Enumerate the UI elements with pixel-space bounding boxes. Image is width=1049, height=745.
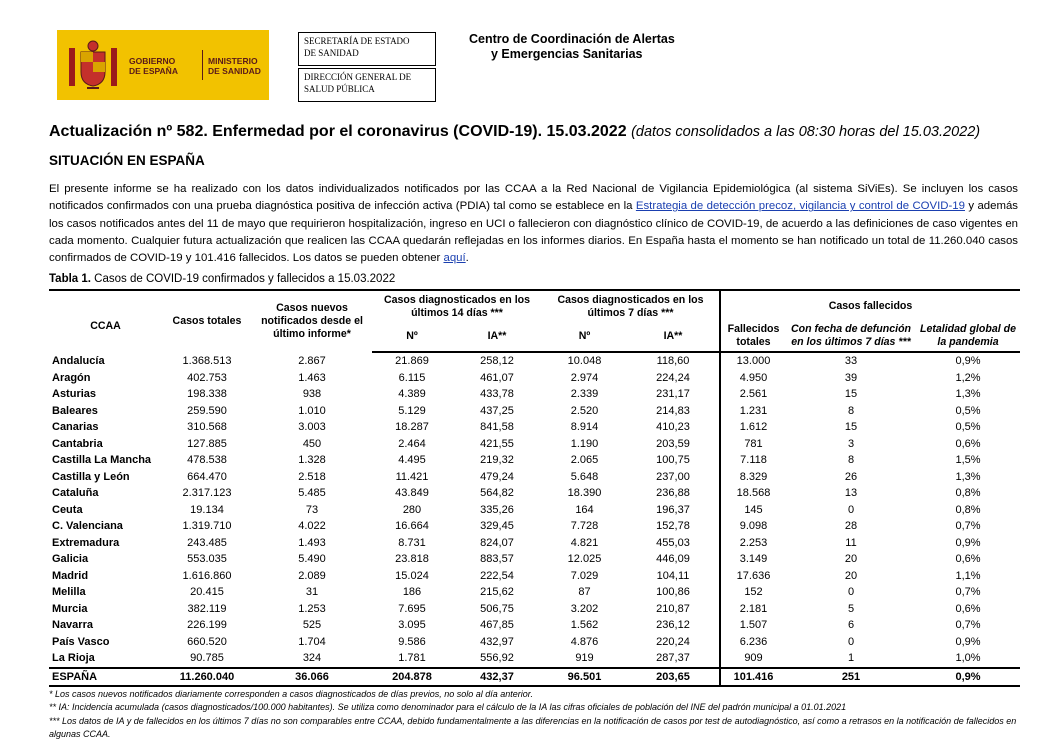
table-row — [49, 551, 1020, 568]
table-cell: 20 — [844, 569, 858, 582]
table-row — [49, 469, 1020, 486]
table-cell: 127.885 — [187, 437, 227, 450]
table-cell: 1.493 — [298, 536, 326, 549]
table-cell: 100,86 — [656, 586, 690, 599]
header-7-dias: Casos diagnosticados en los últimos 7 días *** — [557, 294, 704, 319]
table-cell: 118,60 — [656, 355, 690, 368]
footnotes — [49, 688, 1024, 741]
table-cell: 0,5% — [955, 421, 981, 434]
table-cell: 259.590 — [187, 404, 227, 417]
document-header — [0, 0, 1049, 110]
title-note: (datos consolidados a las 08:30 horas del 15.03.2022) — [631, 124, 981, 140]
table-cell: 421,55 — [480, 437, 514, 450]
table-caption — [49, 273, 395, 285]
table-cell: 1.562 — [570, 619, 599, 632]
ccaa-cell: Asturias — [52, 388, 97, 401]
table-cell: 478.538 — [187, 454, 227, 467]
table-cell: 21.869 — [395, 355, 429, 368]
table-cell: 145 — [720, 502, 786, 519]
table-row — [49, 485, 1020, 502]
footnote-1: * Los casos nuevos notificados diariamente corresponden a casos diagnosticados de días previos, no solo al día anterior. — [49, 689, 533, 699]
table-cell: 7.695 — [398, 602, 426, 615]
table-cell: 13 — [844, 487, 858, 500]
table-cell: 5.129 — [398, 404, 426, 417]
section-heading: SITUACIÓN EN ESPAÑA — [49, 153, 205, 168]
table-cell: 15 — [844, 388, 858, 401]
intro-text-3: . — [465, 252, 469, 265]
table-cell: 13.000 — [720, 352, 786, 370]
table-cell: 18.287 — [395, 421, 429, 434]
table-cell: 9.098 — [720, 518, 786, 535]
header-ia-7: IA** — [627, 321, 720, 352]
header-fallecidos-7-dias: Con fecha de defunción en los últimos 7 días *** — [786, 321, 916, 352]
table-cell: 186 — [402, 586, 422, 599]
title-main: Actualización nº 582. Enfermedad por el coronavirus (COVID-19). 15.03.2022 — [49, 123, 627, 140]
table-cell: 15.024 — [395, 569, 429, 582]
ccaa-cell: Cataluña — [52, 487, 99, 500]
header-letalidad: Letalidad global de la pandemia — [916, 321, 1020, 352]
table-cell: 660.520 — [187, 635, 227, 648]
table-cell: 10.048 — [567, 355, 602, 368]
table-cell: 287,37 — [656, 652, 690, 665]
table-cell: 382.119 — [187, 602, 227, 615]
ccaa-cell: Cantabria — [52, 437, 103, 450]
table-cell: 39 — [844, 371, 858, 384]
header-n-14: Nº — [372, 321, 452, 352]
table-cell: 23.818 — [395, 553, 429, 566]
org-name — [469, 32, 675, 62]
table-cell: 236,88 — [656, 487, 690, 500]
table-cell: 8 — [847, 454, 855, 467]
table-cell: 15 — [844, 421, 858, 434]
table-cell: 4.022 — [298, 520, 326, 533]
table-cell: 0 — [847, 503, 855, 516]
table-cell: 222,54 — [480, 569, 514, 582]
table-cell: 164 — [575, 503, 594, 516]
table-cell: 0,9% — [955, 536, 981, 549]
table-cell: 479,24 — [480, 470, 514, 483]
total-row — [49, 668, 1020, 687]
table-cell: 5.485 — [298, 487, 326, 500]
table-cell: 2.089 — [298, 569, 326, 582]
table-cell: 4.950 — [720, 370, 786, 387]
table-cell: 2.561 — [720, 386, 786, 403]
table-cell: 335,26 — [480, 503, 514, 516]
ccaa-cell: Navarra — [52, 619, 93, 632]
table-cell: 204.878 — [372, 668, 452, 687]
table-row — [49, 352, 1020, 370]
table-cell: 5 — [847, 602, 855, 615]
table-row — [49, 650, 1020, 668]
table-cell: 226.199 — [187, 619, 227, 632]
table-cell: 0,7% — [955, 586, 981, 599]
table-cell: 236,12 — [656, 619, 690, 632]
ccaa-cell: Aragón — [52, 371, 91, 384]
government-logo — [57, 30, 269, 100]
table-cell: 104,11 — [656, 569, 690, 582]
table-cell: 8 — [847, 404, 855, 417]
table-row — [49, 568, 1020, 585]
table-cell: 0,6% — [955, 602, 981, 615]
table-cell: 31 — [305, 586, 319, 599]
table-cell: 0,6% — [955, 553, 981, 566]
table-cell: 100,75 — [656, 454, 690, 467]
table-cell: 553.035 — [187, 553, 227, 566]
table-cell: 4.389 — [398, 388, 426, 401]
table-cell: 224,24 — [656, 371, 690, 384]
data-link[interactable]: aquí — [443, 252, 466, 265]
logo-text-ministerio: MINISTERIO DE SANIDAD — [208, 56, 261, 76]
table-cell: 1.616.860 — [182, 569, 232, 582]
table-cell: 8.329 — [720, 469, 786, 486]
table-caption-label: Tabla 1. — [49, 273, 91, 285]
table-row — [49, 535, 1020, 552]
table-cell: 6 — [847, 619, 855, 632]
table-cell: 4.495 — [398, 454, 426, 467]
ccaa-cell: Baleares — [52, 404, 98, 417]
ccaa-cell: Galicia — [52, 553, 89, 566]
table-cell: 883,57 — [480, 553, 514, 566]
table-cell: 310.568 — [187, 421, 227, 434]
table-cell: 3.202 — [570, 602, 599, 615]
table-cell: 1,0% — [955, 652, 981, 665]
table-cell: 26 — [844, 470, 858, 483]
table-cell: 1.253 — [298, 602, 326, 615]
table-cell: 824,07 — [480, 536, 514, 549]
table-cell: 1.328 — [298, 454, 326, 467]
table-cell: 1,2% — [955, 371, 981, 384]
report-title — [49, 123, 980, 141]
table-cell: 2.253 — [720, 535, 786, 552]
secretaria-box: SECRETARÍA DE ESTADO DE SANIDAD — [298, 32, 436, 66]
ccaa-cell: Castilla La Mancha — [52, 454, 152, 467]
table-cell: 96.501 — [542, 668, 627, 687]
table-cell: 1.612 — [720, 419, 786, 436]
table-cell: 556,92 — [480, 652, 514, 665]
table-cell: 6.115 — [398, 371, 426, 384]
table-cell: 0,9% — [916, 668, 1020, 687]
header-n-7: Nº — [542, 321, 627, 352]
table-cell: 36.066 — [252, 668, 372, 687]
table-cell: 18.568 — [720, 485, 786, 502]
table-cell: 2.065 — [570, 454, 599, 467]
table-cell: 1.463 — [298, 371, 326, 384]
org-line-2: y Emergencias Sanitarias — [491, 47, 643, 61]
table-cell: 219,32 — [480, 454, 514, 467]
table-cell: 8.731 — [398, 536, 426, 549]
table-cell: 2.339 — [570, 388, 599, 401]
table-cell: 564,82 — [480, 487, 514, 500]
table-row — [49, 601, 1020, 618]
table-cell: 87 — [578, 586, 591, 599]
table-cell: 432,97 — [480, 635, 514, 648]
table-cell: 1,1% — [955, 569, 981, 582]
table-cell: 919 — [575, 652, 594, 665]
ccaa-cell: Canarias — [52, 421, 99, 434]
table-cell: 33 — [844, 355, 858, 368]
table-cell: 0,5% — [955, 404, 981, 417]
table-cell: 0,6% — [955, 437, 981, 450]
table-cell: 402.753 — [187, 371, 227, 384]
table-cell: 0,9% — [955, 355, 981, 368]
table-cell: 0,7% — [955, 619, 981, 632]
table-row — [49, 452, 1020, 469]
table-cell: 0,7% — [955, 520, 981, 533]
table-cell: 1,3% — [955, 388, 981, 401]
table-cell: 152,78 — [656, 520, 690, 533]
table-cell: 90.785 — [190, 652, 224, 665]
table-cell: 43.849 — [395, 487, 429, 500]
table-cell: 231,17 — [656, 388, 690, 401]
header-14-dias: Casos diagnosticados en los últimos 14 días *** — [384, 294, 530, 319]
table-row — [49, 370, 1020, 387]
table-cell: 4.821 — [570, 536, 599, 549]
footnote-2: ** IA: Incidencia acumulada (casos diagnosticados/100.000 habitantes). Se utiliza como denominador para el cálculo de la IA las cifras oficiales de población del INE del padrón municipal a 01.01.2021 — [49, 702, 847, 713]
table-cell: 203,65 — [627, 668, 720, 687]
direccion-box: DIRECCIÓN GENERAL DE SALUD PÚBLICA — [298, 68, 436, 102]
header-fallecidos-totales: Fallecidos totales — [720, 321, 786, 352]
header-fallecidos: Casos fallecidos — [720, 290, 1020, 321]
logo-divider — [202, 50, 203, 80]
table-cell: 243.485 — [187, 536, 227, 549]
table-cell: 455,03 — [656, 536, 690, 549]
ccaa-cell: Murcia — [52, 602, 88, 615]
table-cell: 781 — [720, 436, 786, 453]
table-cell: 3.149 — [720, 551, 786, 568]
ccaa-cell: Melilla — [52, 586, 86, 599]
table-row — [49, 584, 1020, 601]
table-cell: 1.507 — [720, 617, 786, 634]
intro-text-1: El presente informe se ha realizado con los datos individualizados notificados por las CCAA a la Red Nacional de Vigilancia Epidemiológica (al sistema SiViEs). Se incluyen los casos notificados confirmados con una prueba diagnóstica positiva de infección activa (PDIA) tal como se establece en la — [49, 183, 1018, 213]
table-cell: 6.236 — [720, 634, 786, 651]
table-cell: 214,83 — [656, 404, 690, 417]
table-row — [49, 617, 1020, 634]
table-cell: 2.867 — [298, 354, 326, 367]
table-cell: 841,58 — [480, 421, 514, 434]
table-cell: 20 — [844, 553, 858, 566]
table-cell: 7.728 — [570, 520, 599, 533]
table-cell: 525 — [302, 619, 322, 632]
table-cell: 2.317.123 — [182, 487, 232, 500]
table-row — [49, 403, 1020, 420]
header-nuevos: Casos nuevos notificados desde el último informe* — [261, 302, 363, 340]
table-cell: 0 — [847, 586, 855, 599]
table-cell: 11.260.040 — [162, 668, 252, 687]
table-cell: 2.464 — [398, 437, 426, 450]
table-cell: 12.025 — [567, 553, 602, 566]
ccaa-cell: ESPAÑA — [49, 668, 162, 687]
table-cell: 0,9% — [955, 635, 981, 648]
table-cell: 1.781 — [398, 652, 426, 665]
table-cell: 215,62 — [480, 586, 514, 599]
table-cell: 2.520 — [570, 404, 599, 417]
table-cell: 324 — [302, 652, 322, 665]
logo-text-gobierno: GOBIERNO DE ESPAÑA — [129, 56, 178, 76]
ccaa-cell: Madrid — [52, 569, 89, 582]
table-cell: 258,12 — [480, 355, 514, 368]
table-cell: 7.118 — [720, 452, 786, 469]
table-cell: 19.134 — [190, 503, 224, 516]
table-cell: 1,5% — [955, 454, 981, 467]
table-cell: 16.664 — [395, 520, 429, 533]
ccaa-cell: La Rioja — [52, 652, 95, 665]
table-cell: 1.704 — [298, 635, 326, 648]
table-cell: 4.876 — [570, 635, 599, 648]
ccaa-cell: Ceuta — [52, 503, 83, 516]
footnote-3: *** Los datos de IA y de fallecidos en los últimos 7 días no son comparables entre CCAA, debido fundamentalmente a las diferencias en la notificación de casos por test de autodiagnóstico, así como a retrasos en la notificación de fallecidos en algunas CCAA. — [49, 715, 1017, 739]
table-cell: 220,24 — [656, 635, 690, 648]
table-cell: 2.181 — [720, 601, 786, 618]
table-cell: 938 — [302, 388, 322, 401]
table-cell: 17.636 — [720, 568, 786, 585]
table-cell: 433,78 — [480, 388, 514, 401]
table-cell: 410,23 — [656, 421, 690, 434]
table-cell: 5.648 — [570, 470, 599, 483]
table-caption-text: Casos de COVID-19 confirmados y fallecidos a 15.03.2022 — [90, 273, 396, 285]
table-cell: 11.421 — [395, 470, 429, 483]
table-cell: 1.010 — [298, 404, 326, 417]
ccaa-cell: Castilla y León — [52, 470, 130, 483]
table-cell: 73 — [305, 503, 319, 516]
table-cell: 20.415 — [190, 586, 224, 599]
table-cell: 446,09 — [656, 553, 690, 566]
table-cell: 909 — [720, 650, 786, 668]
intro-text-2: y además los casos notificados antes del 11 de mayo que requirieron hospitalización, ingreso en UCI o fallecieron con diagnóstico clínico de COVID-19, de acuerdo a las definiciones de caso vigentes en cada momento. Cualquier futura actualización que realicen las CCAA quedarán reflejadas en los informes diarios. En España hasta el momento se han notificado un total de 11.260.040 casos confirmados de COVID-19 y 101.416 fallecidos. Los datos se pueden obtener — [49, 200, 1018, 265]
table-cell: 3.095 — [398, 619, 426, 632]
table-cell: 9.586 — [398, 635, 426, 648]
table-cell: 18.390 — [567, 487, 602, 500]
table-cell: 1 — [847, 652, 855, 665]
table-row — [49, 436, 1020, 453]
table-cell: 198.338 — [187, 388, 227, 401]
table-cell: 280 — [402, 503, 422, 516]
table-row — [49, 502, 1020, 519]
table-cell: 1.190 — [570, 437, 599, 450]
table-cell: 0,8% — [955, 503, 981, 516]
header-ia-14: IA** — [452, 321, 542, 352]
table-cell: 11 — [845, 536, 857, 549]
table-cell: 467,85 — [480, 619, 514, 632]
table-cell: 2.518 — [298, 470, 326, 483]
table-cell: 1.231 — [720, 403, 786, 420]
table-cell: 506,75 — [480, 602, 514, 615]
table-row — [49, 386, 1020, 403]
intro-paragraph — [49, 181, 1018, 267]
table-cell: 28 — [844, 520, 858, 533]
table-cell: 450 — [302, 437, 322, 450]
table-row — [49, 419, 1020, 436]
table-cell: 1.368.513 — [182, 354, 232, 367]
strategy-link[interactable]: Estrategia de detección precoz, vigilancia y control de COVID-19 — [635, 200, 965, 213]
table-cell: 1,3% — [955, 470, 981, 483]
table-cell: 329,45 — [480, 520, 514, 533]
table-cell: 1.319.710 — [182, 520, 232, 533]
table-cell: 0,8% — [955, 487, 981, 500]
table-cell: 251 — [786, 668, 916, 687]
table-cell: 8.914 — [570, 421, 599, 434]
coat-of-arms-icon — [65, 38, 121, 94]
ccaa-cell: Andalucía — [52, 354, 105, 367]
ccaa-cell: País Vasco — [52, 635, 110, 648]
org-line-1: Centro de Coordinación de Alertas — [469, 32, 675, 46]
table-row — [49, 634, 1020, 651]
cases-table — [49, 289, 1020, 687]
table-cell: 210,87 — [656, 602, 690, 615]
table-cell: 432,37 — [452, 668, 542, 687]
ccaa-cell: C. Valenciana — [52, 520, 123, 533]
table-cell: 437,25 — [480, 404, 514, 417]
table-cell: 5.490 — [298, 553, 326, 566]
ccaa-cell: Extremadura — [52, 536, 120, 549]
table-row — [49, 518, 1020, 535]
table-cell: 2.974 — [570, 371, 599, 384]
table-cell: 152 — [720, 584, 786, 601]
table-cell: 237,00 — [656, 470, 690, 483]
header-totales: Casos totales — [172, 315, 242, 327]
table-cell: 461,07 — [480, 371, 514, 384]
table-cell: 664.470 — [187, 470, 227, 483]
table-cell: 0 — [847, 635, 855, 648]
header-ccaa: CCAA — [90, 320, 121, 332]
table-cell: 3 — [847, 437, 855, 450]
table-cell: 196,37 — [656, 503, 690, 516]
table-cell: 7.029 — [570, 569, 599, 582]
table-cell: 3.003 — [298, 421, 326, 434]
table-cell: 101.416 — [720, 668, 786, 687]
table-cell: 203,59 — [656, 437, 690, 450]
